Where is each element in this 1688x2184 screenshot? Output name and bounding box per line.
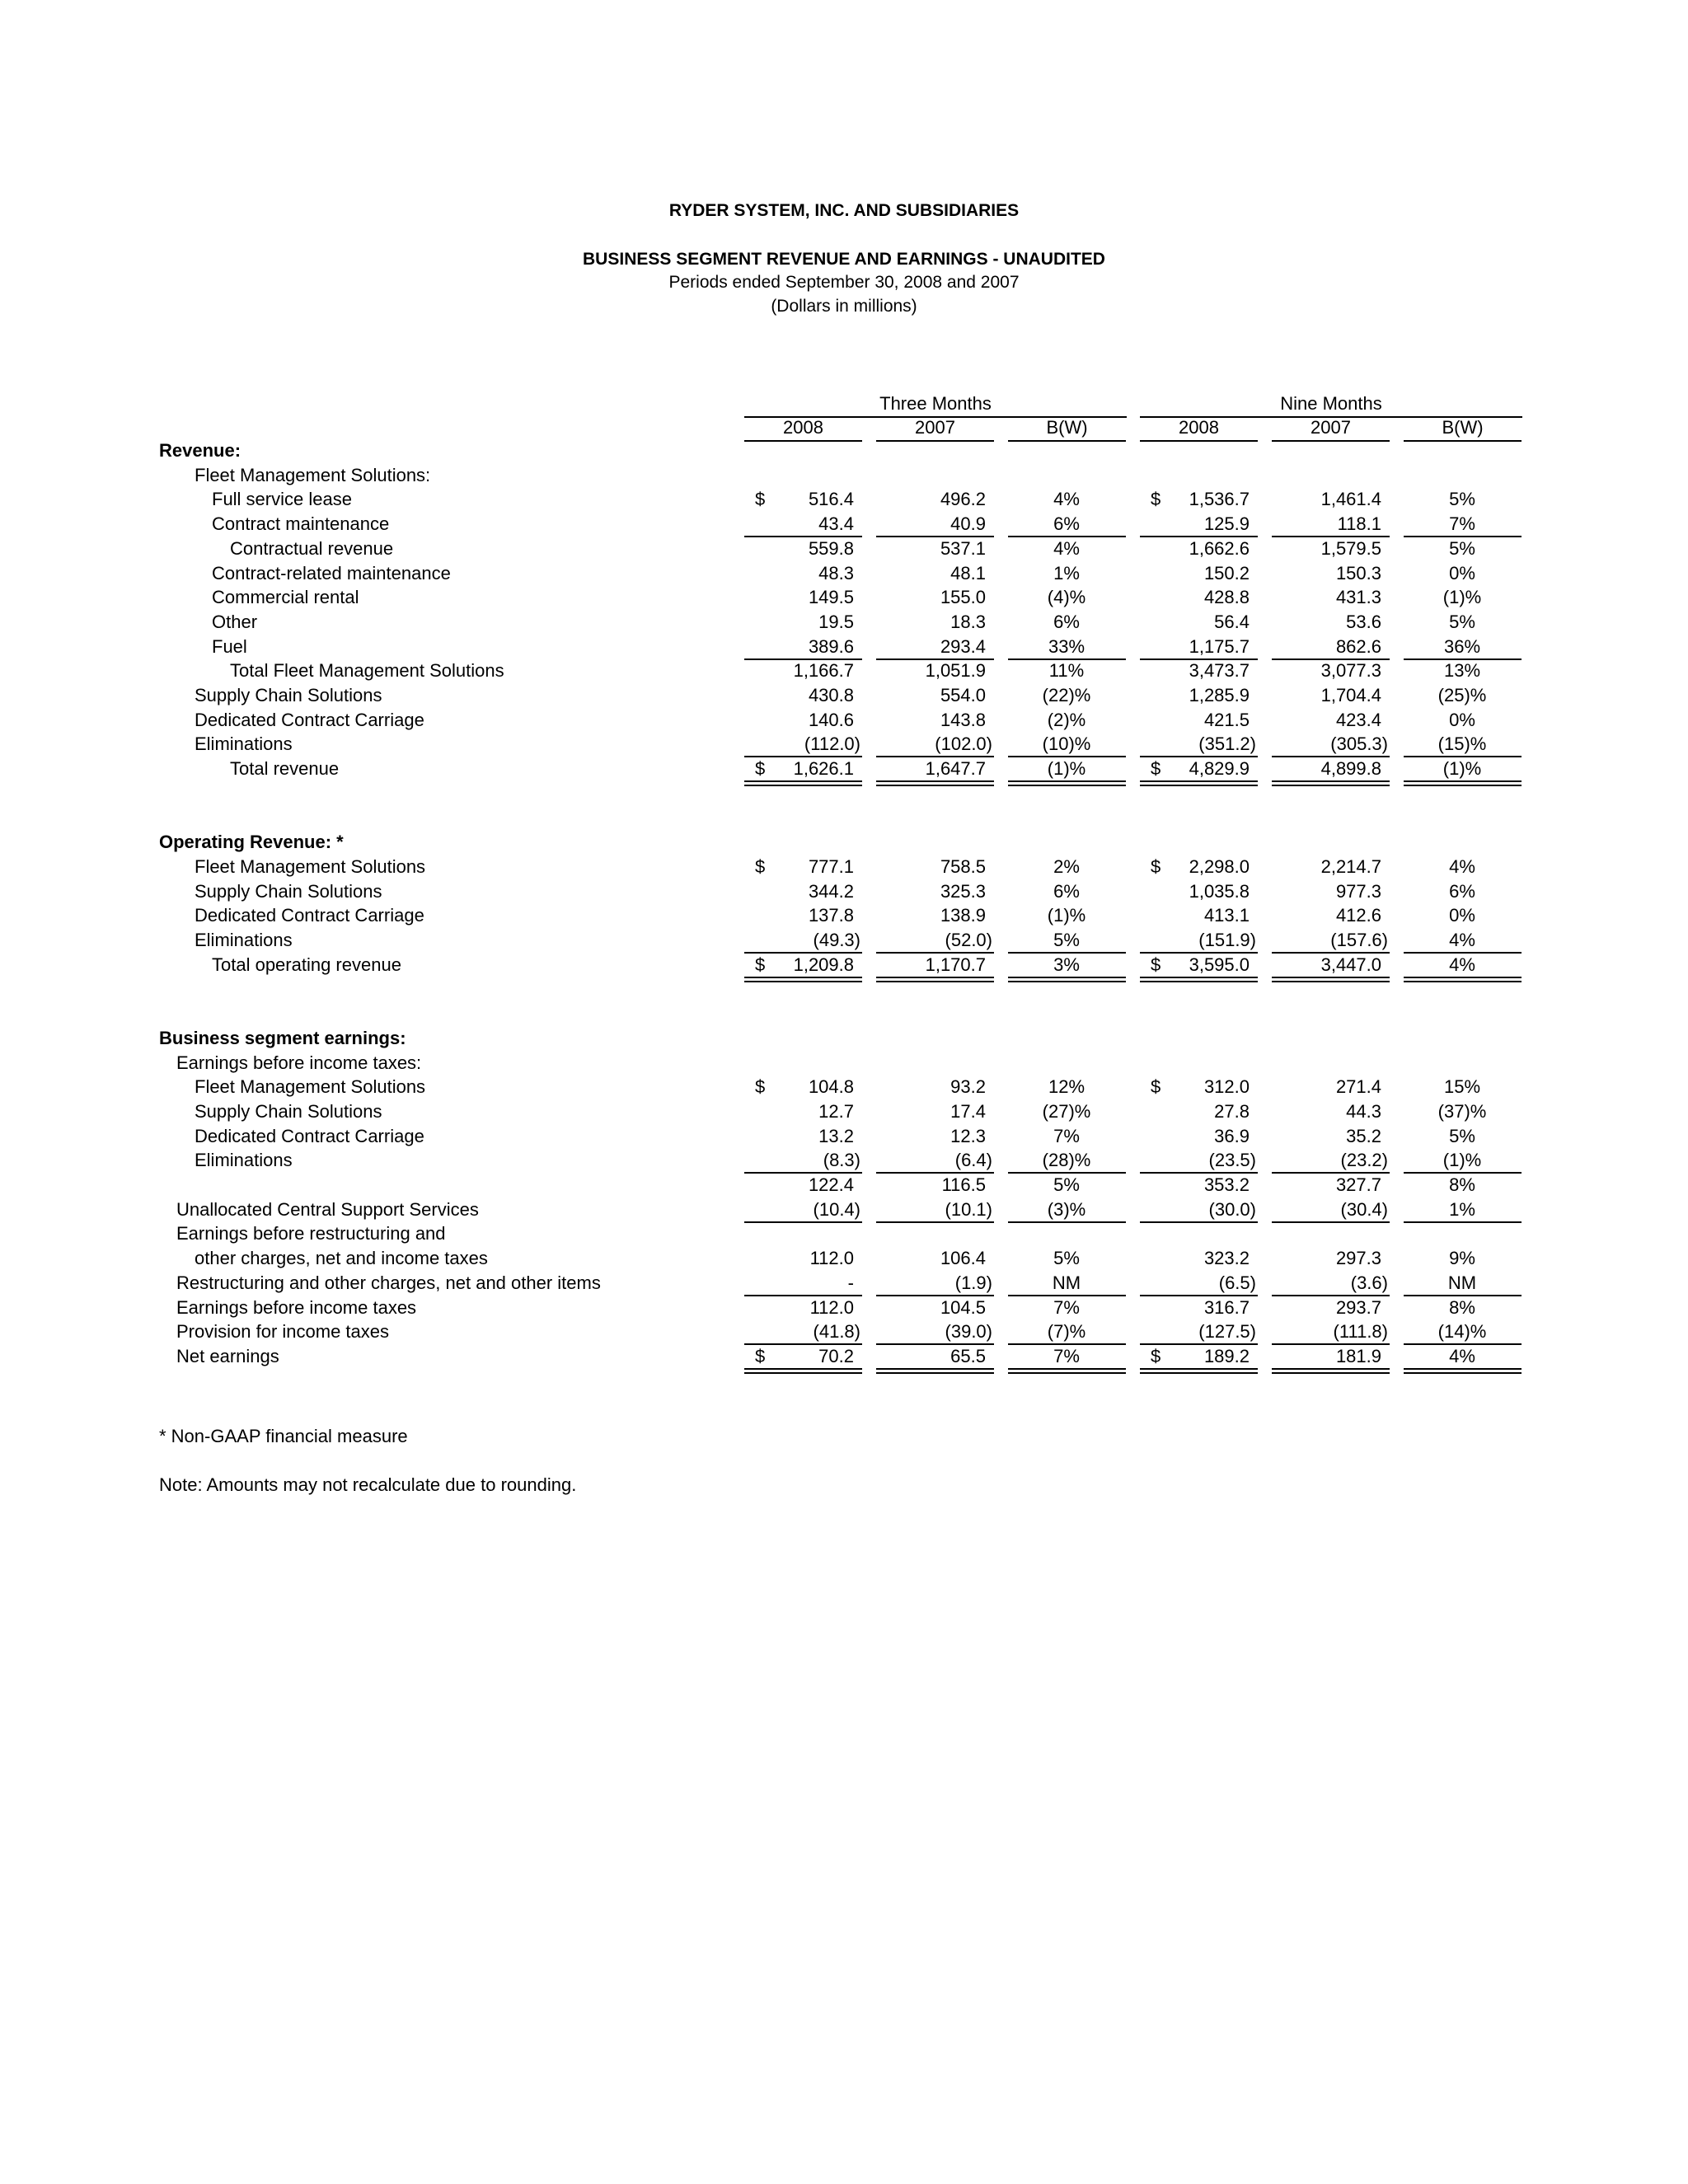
nine-months-2008-cell: 413.1 [1203,905,1250,926]
total-double-rule [1404,977,1522,982]
bw-percent-cell: (28)% [1042,1150,1091,1171]
three-months-2007-cell: 537.1 [940,537,986,559]
table-row [0,1221,1688,1246]
nine-months-2007-cell: (30.4) [1340,1198,1388,1220]
bw-percent-cell: (4)% [1047,587,1086,608]
nine-months-header: Nine Months [1280,393,1382,414]
nine-months-2008-cell: 36.9 [1214,1125,1250,1146]
bw-percent-cell: (1)% [1442,587,1482,608]
row-label: Eliminations [195,930,293,950]
three-months-2007-cell: 293.4 [940,635,986,657]
bw-percent-cell: 33% [1048,635,1085,657]
row-label: Total operating revenue [212,954,401,975]
nine-months-2007-cell: 150.3 [1335,562,1381,583]
bw-percent-cell: 6% [1053,611,1080,632]
bw-percent-cell: 4% [1449,855,1475,877]
three-months-2008-cell: 1,209.8 [793,954,854,975]
table-row [0,732,1688,757]
three-months-2007-cell: 106.4 [940,1248,986,1269]
bw-percent-cell: 4% [1449,930,1475,950]
bw-percent-cell: (37)% [1437,1100,1487,1122]
nine-months-2007-cell: 44.3 [1346,1100,1381,1122]
bw-percent-cell: (1)% [1047,758,1086,780]
bw-percent-cell: 4% [1449,954,1475,975]
three-months-2007-cell: (10.1) [945,1198,992,1220]
nine-months-2008-cell: 125.9 [1203,513,1250,535]
three-months-2007-cell: 496.2 [940,489,986,510]
report-period: Periods ended September 30, 2008 and 2007 [668,273,1020,292]
table-row [0,757,1688,781]
bw-percent-cell: (1)% [1442,758,1482,780]
total-double-rule [1272,780,1390,786]
row-label: Dedicated Contract Carriage [195,1125,424,1146]
bw-percent-cell: 7% [1053,1125,1080,1146]
bw-percent-cell: (3)% [1047,1198,1086,1220]
row-label: Dedicated Contract Carriage [195,709,424,730]
table-row [0,708,1688,733]
bw-percent-cell: (2)% [1047,709,1086,730]
three-months-2007-cell: 12.3 [950,1125,986,1146]
table-row [0,683,1688,708]
bw-percent-cell: 4% [1053,489,1080,510]
three-months-2007-cell: (52.0) [945,930,992,950]
nine-months-2007-cell: 4,899.8 [1320,758,1381,780]
three-months-2008-cell: 48.3 [818,562,854,583]
nine-months-2007-cell: 53.6 [1346,611,1381,632]
three-months-2008-cell: 137.8 [808,905,854,926]
nine-months-2007-cell: 293.7 [1335,1296,1381,1318]
bw-percent-cell: 5% [1053,1248,1080,1269]
row-label: other charges, net and income taxes [195,1248,488,1269]
table-row [0,903,1688,928]
three-months-2007-cell: 554.0 [940,685,986,705]
table-row [0,855,1688,879]
table-row [0,879,1688,904]
table-row [0,635,1688,659]
row-label: Commercial rental [212,587,359,608]
nine-months-2008-cell: 1,536.7 [1189,489,1250,510]
bw-percent-cell: 7% [1449,513,1475,535]
row-label: Earnings before income taxes [176,1296,417,1318]
three-months-2008-cell: 777.1 [808,855,854,877]
three-months-2008-cell: 112.0 [809,1296,854,1318]
three-months-2008-cell: 13.2 [818,1125,854,1146]
row-label: Unallocated Central Support Services [176,1198,479,1220]
nine-months-2008-cell: 353.2 [1203,1174,1250,1195]
bw-percent-cell: 1% [1449,1198,1475,1220]
nine-months-2008-cell: (6.5) [1218,1272,1256,1293]
table-row [0,1246,1688,1271]
three-months-2008-cell: 112.0 [809,1248,854,1269]
bw-percent-cell: 5% [1449,537,1475,559]
bw-percent-cell: 5% [1053,930,1080,950]
nine-months-2007-cell: 3,077.3 [1320,660,1381,682]
total-double-rule [1404,780,1522,786]
three-months-2007-cell: 758.5 [940,855,986,877]
rounding-note: Note: Amounts may not recalculate due to rounding. [159,1474,577,1495]
bw-percent-cell: (22)% [1042,685,1091,705]
nine-months-2007-cell: 1,704.4 [1320,685,1381,705]
row-label: Total revenue [230,758,340,780]
col-header-nine-months-2008: 2008 [1179,417,1219,438]
col-header-three-months-2008: 2008 [783,417,823,438]
nine-months-2008-cell: 3,595.0 [1189,954,1250,975]
three-months-2008-cell: (49.3) [813,930,860,950]
nine-months-2007-cell: 431.3 [1335,587,1381,608]
bw-percent-cell: (14)% [1437,1321,1487,1343]
bw-percent-cell: 0% [1449,562,1475,583]
bw-percent-cell: (1)% [1442,1150,1482,1171]
three-months-2007-cell: 143.8 [940,709,986,730]
nine-months-2007-cell: 118.1 [1337,513,1381,535]
nine-months-2008-cell: 3,473.7 [1189,660,1250,682]
bw-percent-cell: 4% [1053,537,1080,559]
three-months-2007-cell: (6.4) [954,1150,992,1171]
three-months-2008-cell: 12.7 [818,1100,854,1122]
nine-months-2008-cell: 27.8 [1214,1100,1250,1122]
three-months-2007-cell: 1,647.7 [925,758,986,780]
nine-months-2007-cell: 3,447.0 [1320,954,1381,975]
row-label: Fleet Management Solutions: [195,464,431,485]
row-label: Other [212,611,258,632]
total-double-rule [876,977,994,982]
nine-months-2008-cell: 4,829.9 [1189,758,1250,780]
three-months-2008-cell: 43.4 [818,513,854,535]
row-label: Eliminations [195,733,293,755]
section-title: Operating Revenue: * [159,832,344,853]
three-months-2007-cell: 65.5 [950,1345,986,1366]
col-header-nine-months-2007: 2007 [1311,417,1351,438]
nine-months-2007-cell: (305.3) [1330,733,1388,755]
row-label: Fleet Management Solutions [195,1076,426,1098]
three-months-2008-cell: 389.6 [808,635,854,657]
three-months-2008-cell: 149.5 [808,587,854,608]
nine-months-2007-cell: 271.4 [1335,1076,1381,1098]
three-months-2008-cell: 516.4 [808,489,854,510]
nine-months-2008-cell: 1,035.8 [1189,880,1250,902]
row-label: Provision for income taxes [176,1321,389,1343]
nine-months-2008-cell: 56.4 [1214,611,1250,632]
table-row [0,1319,1688,1344]
row-label: Restructuring and other charges, net and other items [176,1272,601,1293]
three-months-2008-cell: (10.4) [813,1198,860,1220]
row-label: Supply Chain Solutions [195,1100,382,1122]
three-months-2007-cell: (1.9) [954,1272,992,1293]
nine-months-2007-cell: (111.8) [1333,1321,1388,1343]
total-double-rule [876,780,994,786]
three-months-header: Three Months [879,393,992,414]
three-months-2007-cell: 325.3 [940,880,986,902]
bw-percent-cell: 6% [1053,513,1080,535]
three-months-2007-cell: 1,051.9 [925,660,986,682]
bw-percent-cell: (10)% [1042,733,1091,755]
total-double-rule [1140,780,1258,786]
dollar-sign: $ [755,1076,766,1098]
nine-months-2007-cell: 181.9 [1335,1345,1381,1366]
dollar-sign: $ [1151,1076,1161,1098]
three-months-2008-cell: (112.0) [804,733,860,755]
bw-percent-cell: 15% [1443,1076,1481,1098]
nine-months-2008-cell: 1,285.9 [1189,685,1250,705]
total-double-rule [1140,977,1258,982]
three-months-2008-cell: - [847,1272,854,1293]
nine-months-2008-cell: (127.5) [1198,1321,1256,1343]
table-row [0,1197,1688,1222]
bw-percent-cell: 7% [1053,1296,1080,1318]
bw-percent-cell: 12% [1048,1076,1085,1098]
section-title: Business segment earnings: [159,1027,406,1048]
three-months-2007-cell: 93.2 [950,1076,986,1098]
bw-percent-cell: 1% [1053,562,1080,583]
nine-months-2008-cell: 316.7 [1203,1296,1250,1318]
three-months-2007-cell: 138.9 [940,905,986,926]
total-double-rule [744,780,862,786]
bw-percent-cell: 6% [1449,880,1475,902]
section-header-row [0,438,1688,463]
bw-percent-cell: 8% [1449,1174,1475,1195]
bw-percent-cell: 3% [1053,954,1080,975]
report-units: (Dollars in millions) [771,297,917,316]
table-row [0,1075,1688,1099]
table-row [0,561,1688,586]
bw-percent-cell: (7)% [1047,1321,1086,1343]
row-label: Contract maintenance [212,513,390,535]
table-row [0,658,1688,683]
bw-percent-cell: 6% [1053,880,1080,902]
nine-months-2007-cell: 423.4 [1335,709,1381,730]
row-label: Contractual revenue [230,537,394,559]
row-label: Net earnings [176,1345,279,1366]
dollar-sign: $ [755,758,766,780]
nine-months-2008-cell: (23.5) [1208,1150,1256,1171]
total-double-rule [744,977,862,982]
nine-months-2008-cell: (151.9) [1198,930,1256,950]
col-header-nine-months-bw: B(W) [1442,417,1484,438]
row-label: Contract-related maintenance [212,562,451,583]
table-row [0,610,1688,635]
section-title: Revenue: [159,440,241,461]
three-months-2008-cell: 1,166.7 [793,660,854,682]
nine-months-2007-cell: (23.2) [1340,1150,1388,1171]
three-months-2008-cell: (8.3) [823,1150,860,1171]
nine-months-2008-cell: 1,662.6 [1189,537,1250,559]
total-double-rule [1404,1368,1522,1374]
section-header-row [0,830,1688,855]
three-months-2007-cell: 18.3 [950,611,986,632]
three-months-2007-cell: 40.9 [950,513,986,535]
bw-percent-cell: 4% [1449,1345,1475,1366]
total-double-rule [1008,977,1126,982]
nine-months-2008-cell: (30.0) [1208,1198,1256,1220]
bw-percent-cell: 5% [1449,489,1475,510]
three-months-2007-cell: 155.0 [940,587,986,608]
row-label: Full service lease [212,489,352,510]
total-double-rule [1140,1368,1258,1374]
three-months-2007-cell: 17.4 [950,1100,986,1122]
bw-percent-cell: 11% [1048,660,1085,682]
table-row [0,1344,1688,1369]
table-row [0,928,1688,953]
dollar-sign: $ [1151,855,1161,877]
nine-months-2008-cell: 323.2 [1203,1248,1250,1269]
dollar-sign: $ [1151,954,1161,975]
company-name: RYDER SYSTEM, INC. AND SUBSIDIARIES [668,201,1020,220]
table-row [0,1099,1688,1124]
dollar-sign: $ [755,954,766,975]
dollar-sign: $ [755,1345,766,1366]
bw-percent-cell: 8% [1449,1296,1475,1318]
three-months-2008-cell: 559.8 [808,537,854,559]
three-months-2007-cell: 104.5 [940,1296,986,1318]
bw-percent-cell: 5% [1449,1125,1475,1146]
three-months-2008-cell: 344.2 [808,880,854,902]
table-row [0,1173,1688,1197]
table-row [0,1051,1688,1076]
three-months-2008-cell: 140.6 [808,709,854,730]
table-row [0,537,1688,561]
col-header-three-months-bw: B(W) [1046,417,1088,438]
bw-percent-cell: NM [1052,1272,1081,1293]
nine-months-2007-cell: (157.6) [1330,930,1388,950]
table-row [0,585,1688,610]
row-label: Earnings before income taxes: [176,1052,422,1073]
table-row [0,953,1688,977]
three-months-2007-cell: 1,170.7 [925,954,986,975]
nine-months-2007-cell: 327.7 [1335,1174,1381,1195]
bw-percent-cell: 2% [1053,855,1080,877]
dollar-sign: $ [1151,489,1161,510]
bw-percent-cell: 5% [1053,1174,1080,1195]
three-months-2008-cell: 430.8 [808,685,854,705]
nine-months-2008-cell: 150.2 [1203,562,1250,583]
nine-months-2007-cell: 412.6 [1335,905,1381,926]
bw-percent-cell: (25)% [1437,685,1487,705]
row-label: Supply Chain Solutions [195,880,382,902]
table-row [0,1148,1688,1173]
nine-months-2008-cell: 421.5 [1203,709,1250,730]
row-label: Supply Chain Solutions [195,685,382,705]
bw-percent-cell: 13% [1443,660,1481,682]
bw-percent-cell: (15)% [1437,733,1487,755]
table-row [0,512,1688,537]
dollar-sign: $ [1151,1345,1161,1366]
nine-months-2007-cell: (3.6) [1350,1272,1388,1293]
bw-percent-cell: 7% [1053,1345,1080,1366]
row-label: Dedicated Contract Carriage [195,905,424,926]
total-double-rule [1008,780,1126,786]
bw-percent-cell: 0% [1449,905,1475,926]
nine-months-2008-cell: 428.8 [1203,587,1250,608]
non-gaap-footnote: * Non-GAAP financial measure [159,1426,408,1446]
table-row [0,1271,1688,1296]
table-row [0,487,1688,512]
bw-percent-cell: 0% [1449,709,1475,730]
three-months-2007-cell: (102.0) [935,733,992,755]
nine-months-2007-cell: 1,579.5 [1320,537,1381,559]
total-double-rule [1272,977,1390,982]
bw-percent-cell: (1)% [1047,905,1086,926]
nine-months-2007-cell: 35.2 [1346,1125,1381,1146]
report-title: BUSINESS SEGMENT REVENUE AND EARNINGS - UNAUDITED [583,250,1105,269]
three-months-2008-cell: 19.5 [818,611,854,632]
nine-months-2008-cell: 1,175.7 [1189,635,1250,657]
bw-percent-cell: 9% [1449,1248,1475,1269]
bw-percent-cell: NM [1447,1272,1477,1293]
dollar-sign: $ [1151,758,1161,780]
three-months-2008-cell: 1,626.1 [793,758,854,780]
section-header-row [0,1026,1688,1051]
nine-months-2007-cell: 297.3 [1335,1248,1381,1269]
table-row [0,463,1688,488]
table-row [0,1124,1688,1149]
nine-months-2007-cell: 2,214.7 [1320,855,1381,877]
bw-percent-cell: (27)% [1042,1100,1091,1122]
dollar-sign: $ [755,489,766,510]
three-months-2008-cell: 70.2 [818,1345,854,1366]
row-label: Earnings before restructuring and [176,1223,446,1244]
three-months-2007-cell: 116.5 [941,1174,986,1195]
nine-months-2008-cell: 312.0 [1203,1076,1250,1098]
col-header-three-months-2007: 2007 [915,417,955,438]
dollar-sign: $ [755,855,766,877]
three-months-2008-cell: (41.8) [813,1321,860,1343]
row-label: Total Fleet Management Solutions [230,660,504,682]
three-months-2007-cell: 48.1 [950,562,986,583]
row-label: Fuel [212,635,247,657]
three-months-2008-cell: 122.4 [808,1174,854,1195]
table-row [0,1296,1688,1320]
bw-percent-cell: 36% [1443,635,1481,657]
nine-months-2007-cell: 1,461.4 [1320,489,1381,510]
bw-percent-cell: 5% [1449,611,1475,632]
nine-months-2007-cell: 977.3 [1335,880,1381,902]
total-double-rule [1272,1368,1390,1374]
three-months-2008-cell: 104.8 [808,1076,854,1098]
nine-months-2008-cell: 2,298.0 [1189,855,1250,877]
three-months-2007-cell: (39.0) [945,1321,992,1343]
nine-months-2008-cell: (351.2) [1198,733,1256,755]
total-double-rule [876,1368,994,1374]
nine-months-2008-cell: 189.2 [1203,1345,1250,1366]
total-double-rule [1008,1368,1126,1374]
nine-months-2007-cell: 862.6 [1335,635,1381,657]
total-double-rule [744,1368,862,1374]
row-label: Fleet Management Solutions [195,855,426,877]
row-label: Eliminations [195,1150,293,1171]
